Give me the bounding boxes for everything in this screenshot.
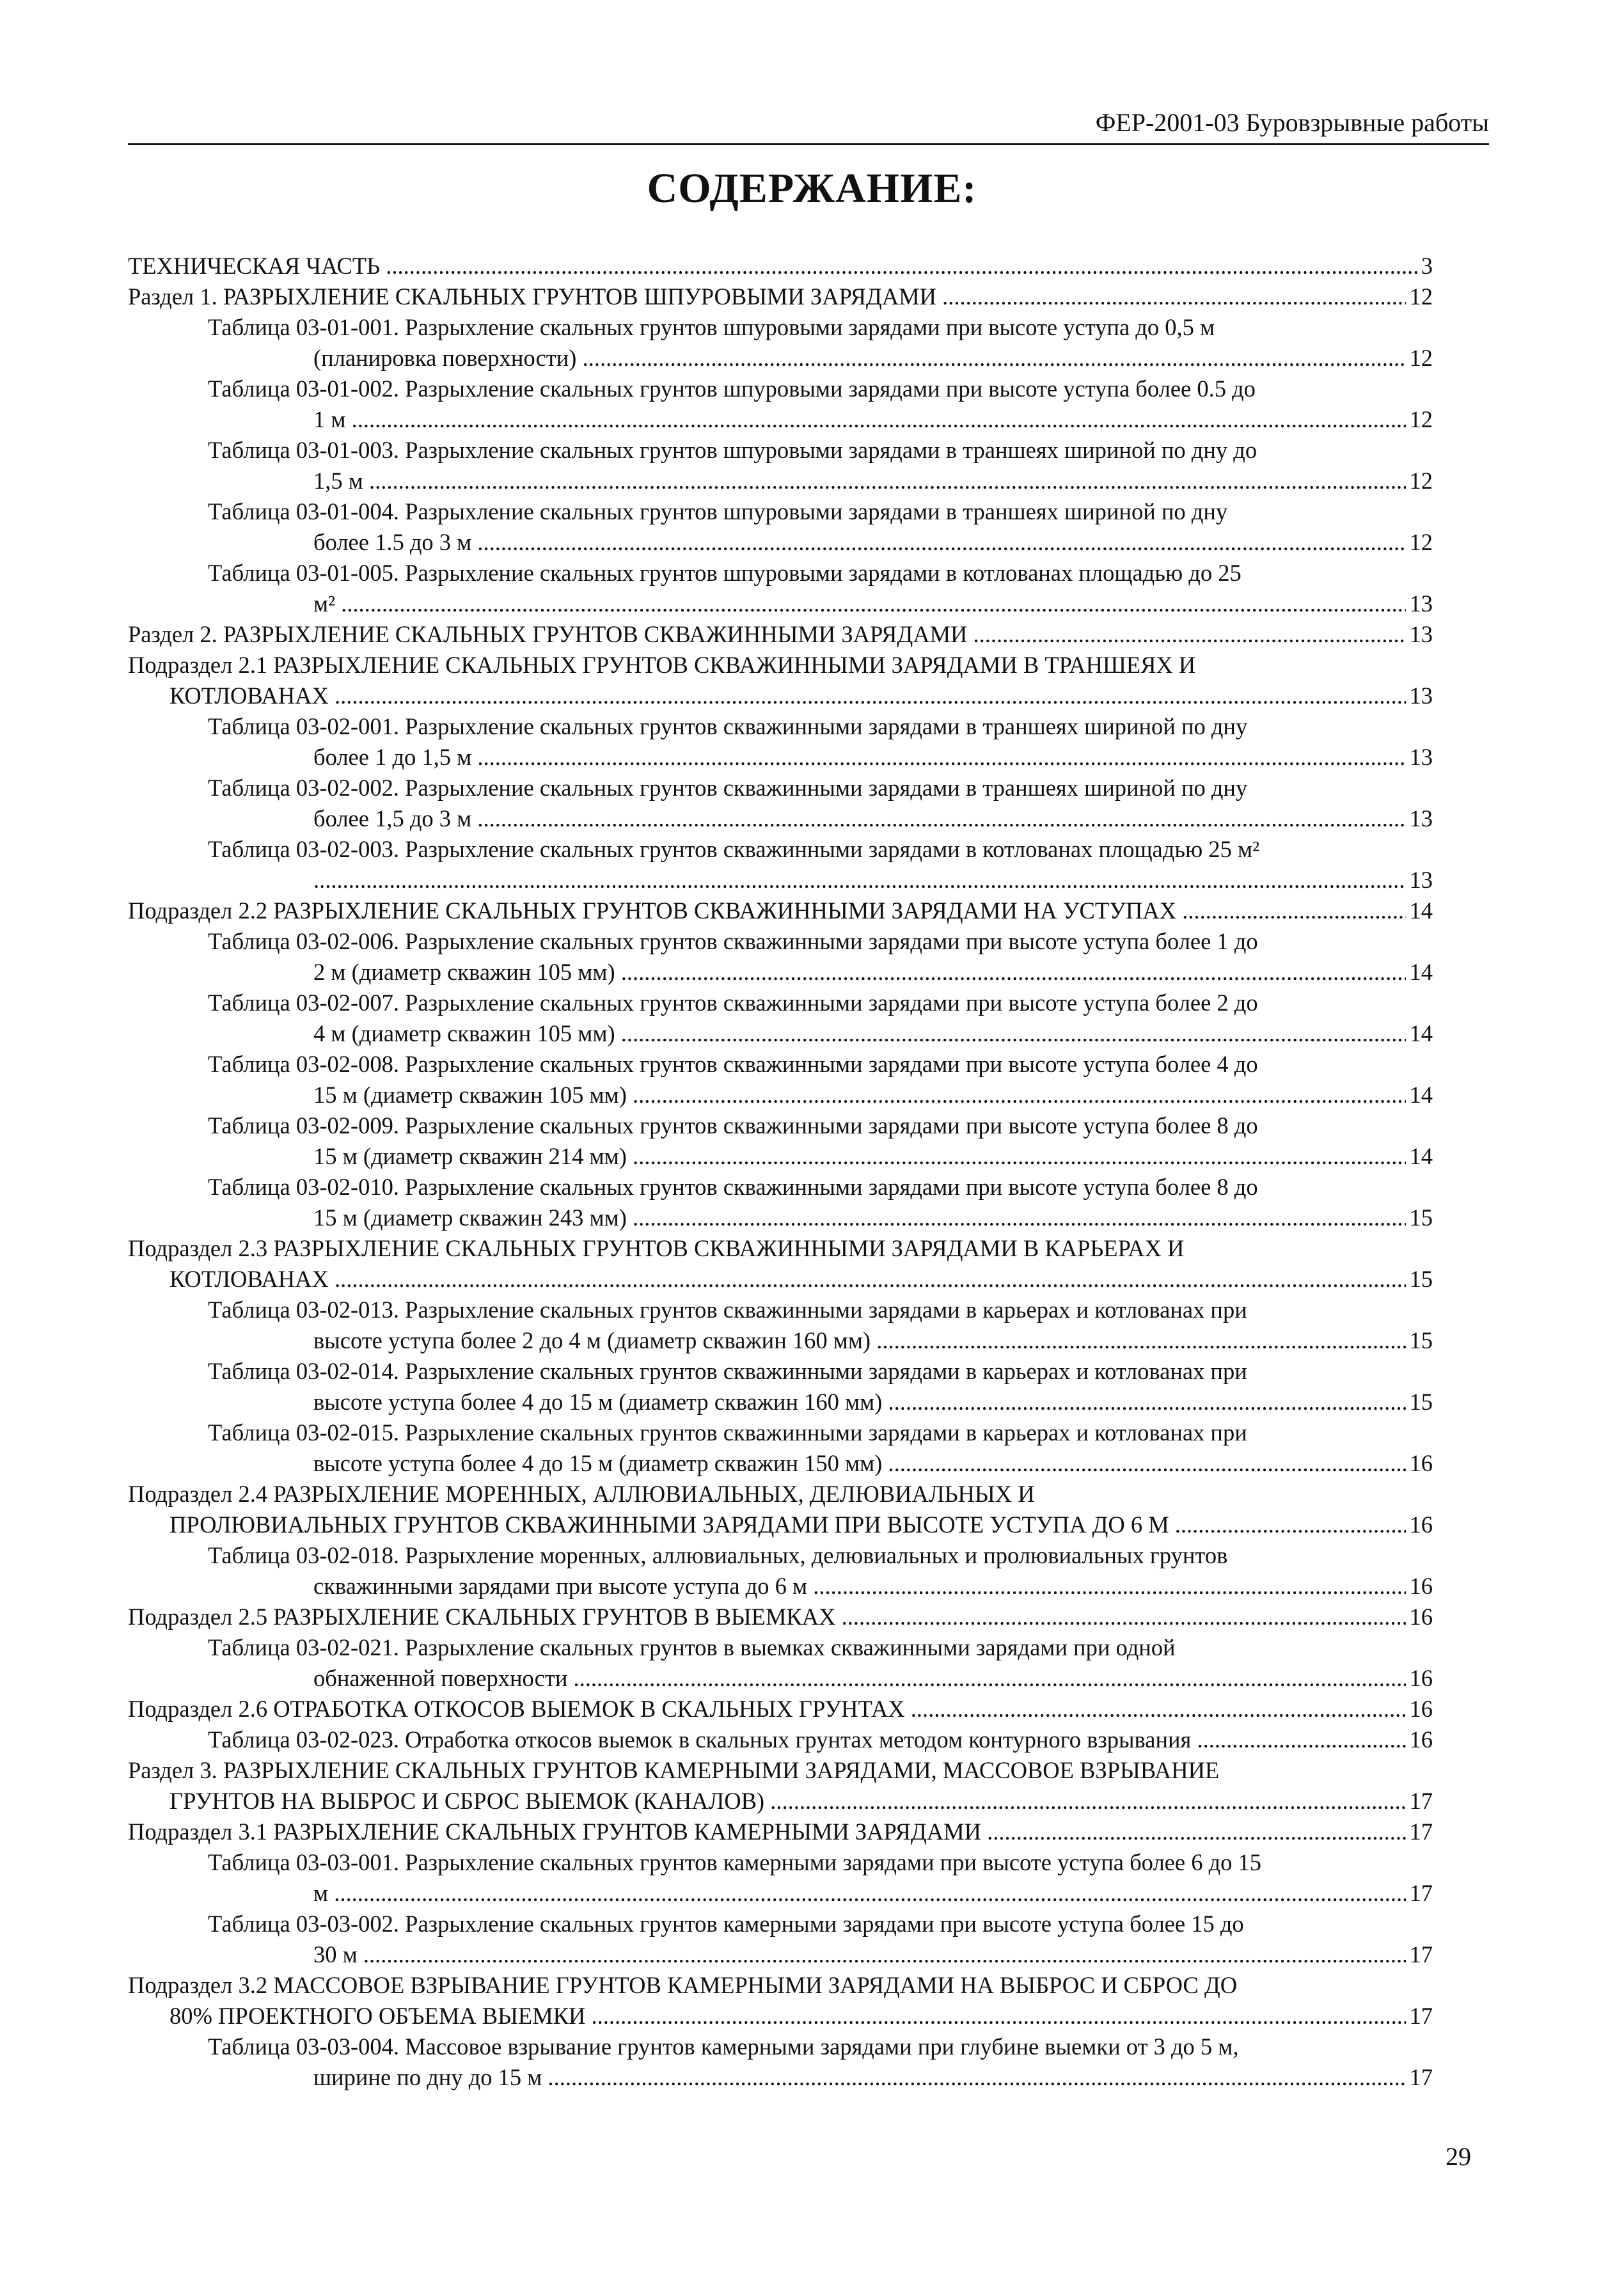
toc-entry — [128, 834, 1433, 895]
toc-entry — [128, 558, 1433, 619]
toc-entry-text: Таблица 03-01-002. Разрыхление скальных грунтов шпуровыми зарядами при высоте уступа более 0.5 до — [208, 375, 1256, 402]
toc-entry — [128, 435, 1433, 496]
toc-entry — [128, 2031, 1433, 2093]
toc-entry-text: Таблица 03-02-021. Разрыхление скальных грунтов в выемках скважинными зарядами при одной — [208, 1634, 1176, 1660]
toc-entry-text: (планировка поверхности) ..... — [313, 343, 1406, 374]
toc-entry-text: Таблица 03-02-006. Разрыхление скальных грунтов скважинными зарядами при высоте уступа более 1 до — [208, 928, 1258, 954]
toc-entry-text: Таблица 03-02-003. Разрыхление скальных грунтов скважинными зарядами в котлованах площадью 25 м² — [208, 836, 1260, 862]
toc-entry-text: Подраздел 2.4 РАЗРЫХЛЕНИЕ МОРЕННЫХ, АЛЛЮВИАЛЬНЫХ, ДЕЛЮВИАЛЬНЫХ И — [128, 1481, 1035, 1507]
toc-entry-text: Таблица 03-02-008. Разрыхление скальных грунтов скважинными зарядами при высоте уступа более 4 до — [208, 1051, 1258, 1077]
toc-page-number: 3 — [1421, 253, 1433, 279]
toc-entry-text: Подраздел 2.2 РАЗРЫХЛЕНИЕ СКАЛЬНЫХ ГРУНТОВ СКВАЖИННЫМИ ЗАРЯДАМИ НА УСТУПАХ ..... — [128, 895, 1406, 926]
toc-entry — [128, 1356, 1433, 1417]
toc-entry-text: обнаженной поверхности ..... — [313, 1663, 1406, 1694]
toc-entry — [128, 312, 1433, 374]
toc-entry — [128, 773, 1433, 834]
running-header: ФЕР-2001-03 Буровзрывные работы — [128, 107, 1489, 145]
toc-page-number: 13 — [1409, 590, 1433, 617]
toc-page-number: 16 — [1409, 1604, 1433, 1630]
toc-entry-text: Таблица 03-02-013. Разрыхление скальных грунтов скважинными зарядами в карьерах и котлованах при — [208, 1297, 1247, 1323]
toc-page-number: 17 — [1409, 1941, 1433, 1968]
toc-entry-text: 2 м (диаметр скважин 105 мм) ..... — [313, 957, 1406, 988]
toc-entry-text: Таблица 03-02-014. Разрыхление скальных грунтов скважинными зарядами в карьерах и котлованах при — [208, 1358, 1247, 1384]
toc-page-number: 12 — [1409, 468, 1433, 494]
toc-entry — [128, 619, 1433, 650]
toc-entry — [128, 374, 1433, 435]
toc-page-number: 17 — [1409, 1880, 1433, 1906]
toc-entry-text: Подраздел 2.3 РАЗРЫХЛЕНИЕ СКАЛЬНЫХ ГРУНТОВ СКВАЖИННЫМИ ЗАРЯДАМИ В КАРЬЕРАХ И — [128, 1235, 1185, 1261]
toc-entry — [128, 1694, 1433, 1724]
toc-entry-text: Таблица 03-02-002. Разрыхление скальных грунтов скважинными зарядами в траншеях шириной по дну — [208, 775, 1248, 801]
toc-entry — [128, 650, 1433, 711]
toc-entry-text: 30 м ..... — [313, 1939, 1406, 1970]
toc-page-number: 12 — [1409, 345, 1433, 371]
toc-entry — [128, 1417, 1433, 1479]
toc-page-number: 12 — [1409, 529, 1433, 555]
toc-entry-text: Раздел 1. РАЗРЫХЛЕНИЕ СКАЛЬНЫХ ГРУНТОВ ШПУРОВЫМИ ЗАРЯДАМИ ..... — [128, 281, 1406, 312]
toc-page-number: 17 — [1409, 2003, 1433, 2029]
toc-entry — [128, 1970, 1433, 2031]
toc-entry — [128, 1479, 1433, 1540]
toc-page-number: 17 — [1409, 1788, 1433, 1814]
toc-entry — [128, 1295, 1433, 1356]
toc-entry — [128, 496, 1433, 558]
toc-entry-text: Таблица 03-02-007. Разрыхление скальных грунтов скважинными зарядами при высоте уступа более 2 до — [208, 990, 1258, 1016]
toc-entry — [128, 1817, 1433, 1847]
toc-entry — [128, 1909, 1433, 1970]
toc-entry-text: 15 м (диаметр скважин 243 мм) ..... — [313, 1203, 1406, 1233]
table-of-contents — [128, 251, 1433, 2093]
toc-page-number: 17 — [1409, 1818, 1433, 1845]
toc-entry — [128, 281, 1433, 312]
toc-entry-text: 4 м (диаметр скважин 105 мм) ..... — [313, 1018, 1406, 1049]
toc-entry-text: Таблица 03-03-004. Массовое взрывание грунтов камерными зарядами при глубине выемки от 3 до 5 м, — [208, 2033, 1239, 2060]
toc-entry-text: Таблица 03-03-002. Разрыхление скальных грунтов камерными зарядами при высоте уступа более 15 до — [208, 1911, 1244, 1937]
toc-entry-text: КОТЛОВАНАХ ..... — [169, 1264, 1406, 1295]
toc-entry-text: Подраздел 2.6 ОТРАБОТКА ОТКОСОВ ВЫЕМОК В СКАЛЬНЫХ ГРУНТАХ ..... — [128, 1694, 1406, 1724]
toc-entry — [128, 1110, 1433, 1172]
toc-entry-text: 15 м (диаметр скважин 214 мм) ..... — [313, 1141, 1406, 1172]
toc-entry-text: 1,5 м ..... — [313, 466, 1406, 496]
toc-page-number: 13 — [1409, 744, 1433, 770]
toc-leader-dots — [313, 865, 1406, 895]
toc-entry-text: Подраздел 3.1 РАЗРЫХЛЕНИЕ СКАЛЬНЫХ ГРУНТОВ КАМЕРНЫМИ ЗАРЯДАМИ ..... — [128, 1817, 1406, 1847]
toc-page-number: 16 — [1409, 1665, 1433, 1691]
toc-entry — [128, 1172, 1433, 1233]
toc-entry — [128, 1049, 1433, 1110]
toc-entry-text: Подраздел 3.2 МАССОВОЕ ВЗРЫВАНИЕ ГРУНТОВ КАМЕРНЫМИ ЗАРЯДАМИ НА ВЫБРОС И СБРОС ДО — [128, 1972, 1238, 1998]
toc-entry-text: Таблица 03-02-015. Разрыхление скальных грунтов скважинными зарядами в карьерах и котлованах при — [208, 1419, 1247, 1446]
toc-page-number: 12 — [1409, 283, 1433, 310]
toc-entry-text: Таблица 03-02-023. Отработка откосов выемок в скальных грунтах методом контурного взрывания ..... — [208, 1724, 1406, 1755]
toc-entry-text: Таблица 03-01-004. Разрыхление скальных грунтов шпуровыми зарядами в траншеях шириной по дну — [208, 498, 1228, 524]
toc-entry-text: Таблица 03-01-005. Разрыхление скальных грунтов шпуровыми зарядами в котлованах площадью до 25 — [208, 560, 1242, 586]
toc-entry-text: Таблица 03-01-003. Разрыхление скальных грунтов шпуровыми зарядами в траншеях шириной по дну до — [208, 437, 1257, 463]
toc-entry — [128, 1602, 1433, 1632]
toc-entry — [128, 1724, 1433, 1755]
toc-entry-text: 1 м ..... — [313, 404, 1406, 435]
toc-entry-text: Таблица 03-02-010. Разрыхление скальных грунтов скважинными зарядами при высоте уступа более 8 до — [208, 1174, 1258, 1200]
toc-page-number: 16 — [1409, 1450, 1433, 1476]
toc-entry-text: 80% ПРОЕКТНОГО ОБЪЕМА ВЫЕМКИ ..... — [169, 2001, 1406, 2031]
toc-page-number: 13 — [1409, 682, 1433, 709]
toc-entry-text: КОТЛОВАНАХ ..... — [169, 681, 1406, 711]
toc-page-number: 12 — [1409, 406, 1433, 432]
toc-page-number: 17 — [1409, 2064, 1433, 2090]
toc-entry-text: более 1 до 1,5 м ..... — [313, 742, 1406, 773]
toc-entry-text: Раздел 2. РАЗРЫХЛЕНИЕ СКАЛЬНЫХ ГРУНТОВ СКВАЖИННЫМИ ЗАРЯДАМИ ..... — [128, 619, 1406, 650]
toc-page-number: 14 — [1409, 897, 1433, 924]
toc-entry — [128, 988, 1433, 1049]
page-number: 29 — [1446, 2142, 1471, 2171]
toc-entry-text: Таблица 03-02-018. Разрыхление моренных, аллювиальных, делювиальных и пролювиальных грунтов — [208, 1542, 1228, 1568]
toc-entry — [128, 1233, 1433, 1295]
toc-page-number: 16 — [1409, 1511, 1433, 1538]
toc-entry-text: 15 м (диаметр скважин 105 мм) ..... — [313, 1080, 1406, 1110]
toc-entry-text: ПРОЛЮВИАЛЬНЫХ ГРУНТОВ СКВАЖИННЫМИ ЗАРЯДАМИ ПРИ ВЫСОТЕ УСТУПА ДО 6 М ..... — [169, 1510, 1406, 1540]
toc-entry-text: ширине по дну до 15 м ..... — [313, 2062, 1406, 2093]
toc-page-number: 15 — [1409, 1327, 1433, 1353]
toc-entry-text: ТЕХНИЧЕСКАЯ ЧАСТЬ ..... — [128, 251, 1417, 281]
page-title: СОДЕРЖАНИЕ: — [647, 165, 977, 212]
toc-entry-text: м ..... — [313, 1878, 1406, 1909]
toc-entry — [128, 926, 1433, 988]
toc-page-number: 15 — [1409, 1204, 1433, 1231]
toc-entry-text: высоте уступа более 4 до 15 м (диаметр скважин 150 мм) ..... — [313, 1448, 1406, 1479]
toc-entry — [128, 711, 1433, 773]
toc-entry — [128, 895, 1433, 926]
toc-page-number: 14 — [1409, 1082, 1433, 1108]
toc-entry — [128, 1632, 1433, 1694]
toc-page-number: 14 — [1409, 959, 1433, 985]
toc-entry-text: более 1.5 до 3 м ..... — [313, 527, 1406, 558]
toc-entry-text: более 1,5 до 3 м ..... — [313, 803, 1406, 834]
toc-entry-text: Подраздел 2.1 РАЗРЫХЛЕНИЕ СКАЛЬНЫХ ГРУНТОВ СКВАЖИННЫМИ ЗАРЯДАМИ В ТРАНШЕЯХ И — [128, 652, 1196, 678]
toc-entry-text: ГРУНТОВ НА ВЫБРОС И СБРОС ВЫЕМОК (КАНАЛОВ) ..... — [169, 1786, 1406, 1817]
toc-entry-text: Раздел 3. РАЗРЫХЛЕНИЕ СКАЛЬНЫХ ГРУНТОВ КАМЕРНЫМИ ЗАРЯДАМИ, МАССОВОЕ ВЗРЫВАНИЕ — [128, 1757, 1220, 1783]
toc-entry-text: скважинными зарядами при высоте уступа до 6 м ..... — [313, 1571, 1406, 1602]
toc-page-number: 13 — [1409, 867, 1433, 893]
toc-entry — [128, 1755, 1433, 1817]
toc-entry-text: высоте уступа более 2 до 4 м (диаметр скважин 160 мм) ..... — [313, 1325, 1406, 1356]
toc-entry-text: Таблица 03-02-009. Разрыхление скальных грунтов скважинными зарядами при высоте уступа более 8 до — [208, 1112, 1258, 1139]
toc-page-number: 14 — [1409, 1020, 1433, 1046]
toc-entry-text: высоте уступа более 4 до 15 м (диаметр скважин 160 мм) ..... — [313, 1387, 1406, 1417]
toc-entry-text: Таблица 03-03-001. Разрыхление скальных грунтов камерными зарядами при высоте уступа более 6 до 15 — [208, 1849, 1262, 1875]
toc-page-number: 15 — [1409, 1266, 1433, 1292]
toc-entry-text: Таблица 03-01-001. Разрыхление скальных грунтов шпуровыми зарядами при высоте уступа до 0,5 м — [208, 314, 1215, 340]
toc-page-number: 13 — [1409, 805, 1433, 832]
toc-page-number: 16 — [1409, 1696, 1433, 1722]
toc-entry-text: Таблица 03-02-001. Разрыхление скальных грунтов скважинными зарядами в траншеях шириной по дну — [208, 713, 1248, 739]
toc-entry-text: м² ..... — [313, 588, 1406, 619]
toc-entry — [128, 1540, 1433, 1602]
toc-entry — [128, 251, 1433, 281]
toc-page-number: 16 — [1409, 1573, 1433, 1599]
toc-entry — [128, 1847, 1433, 1909]
toc-page-number: 16 — [1409, 1726, 1433, 1753]
toc-page-number: 13 — [1409, 621, 1433, 647]
toc-entry-text: Подраздел 2.5 РАЗРЫХЛЕНИЕ СКАЛЬНЫХ ГРУНТОВ В ВЫЕМКАХ ..... — [128, 1602, 1406, 1632]
toc-page-number: 14 — [1409, 1143, 1433, 1169]
toc-page-number: 15 — [1409, 1389, 1433, 1415]
